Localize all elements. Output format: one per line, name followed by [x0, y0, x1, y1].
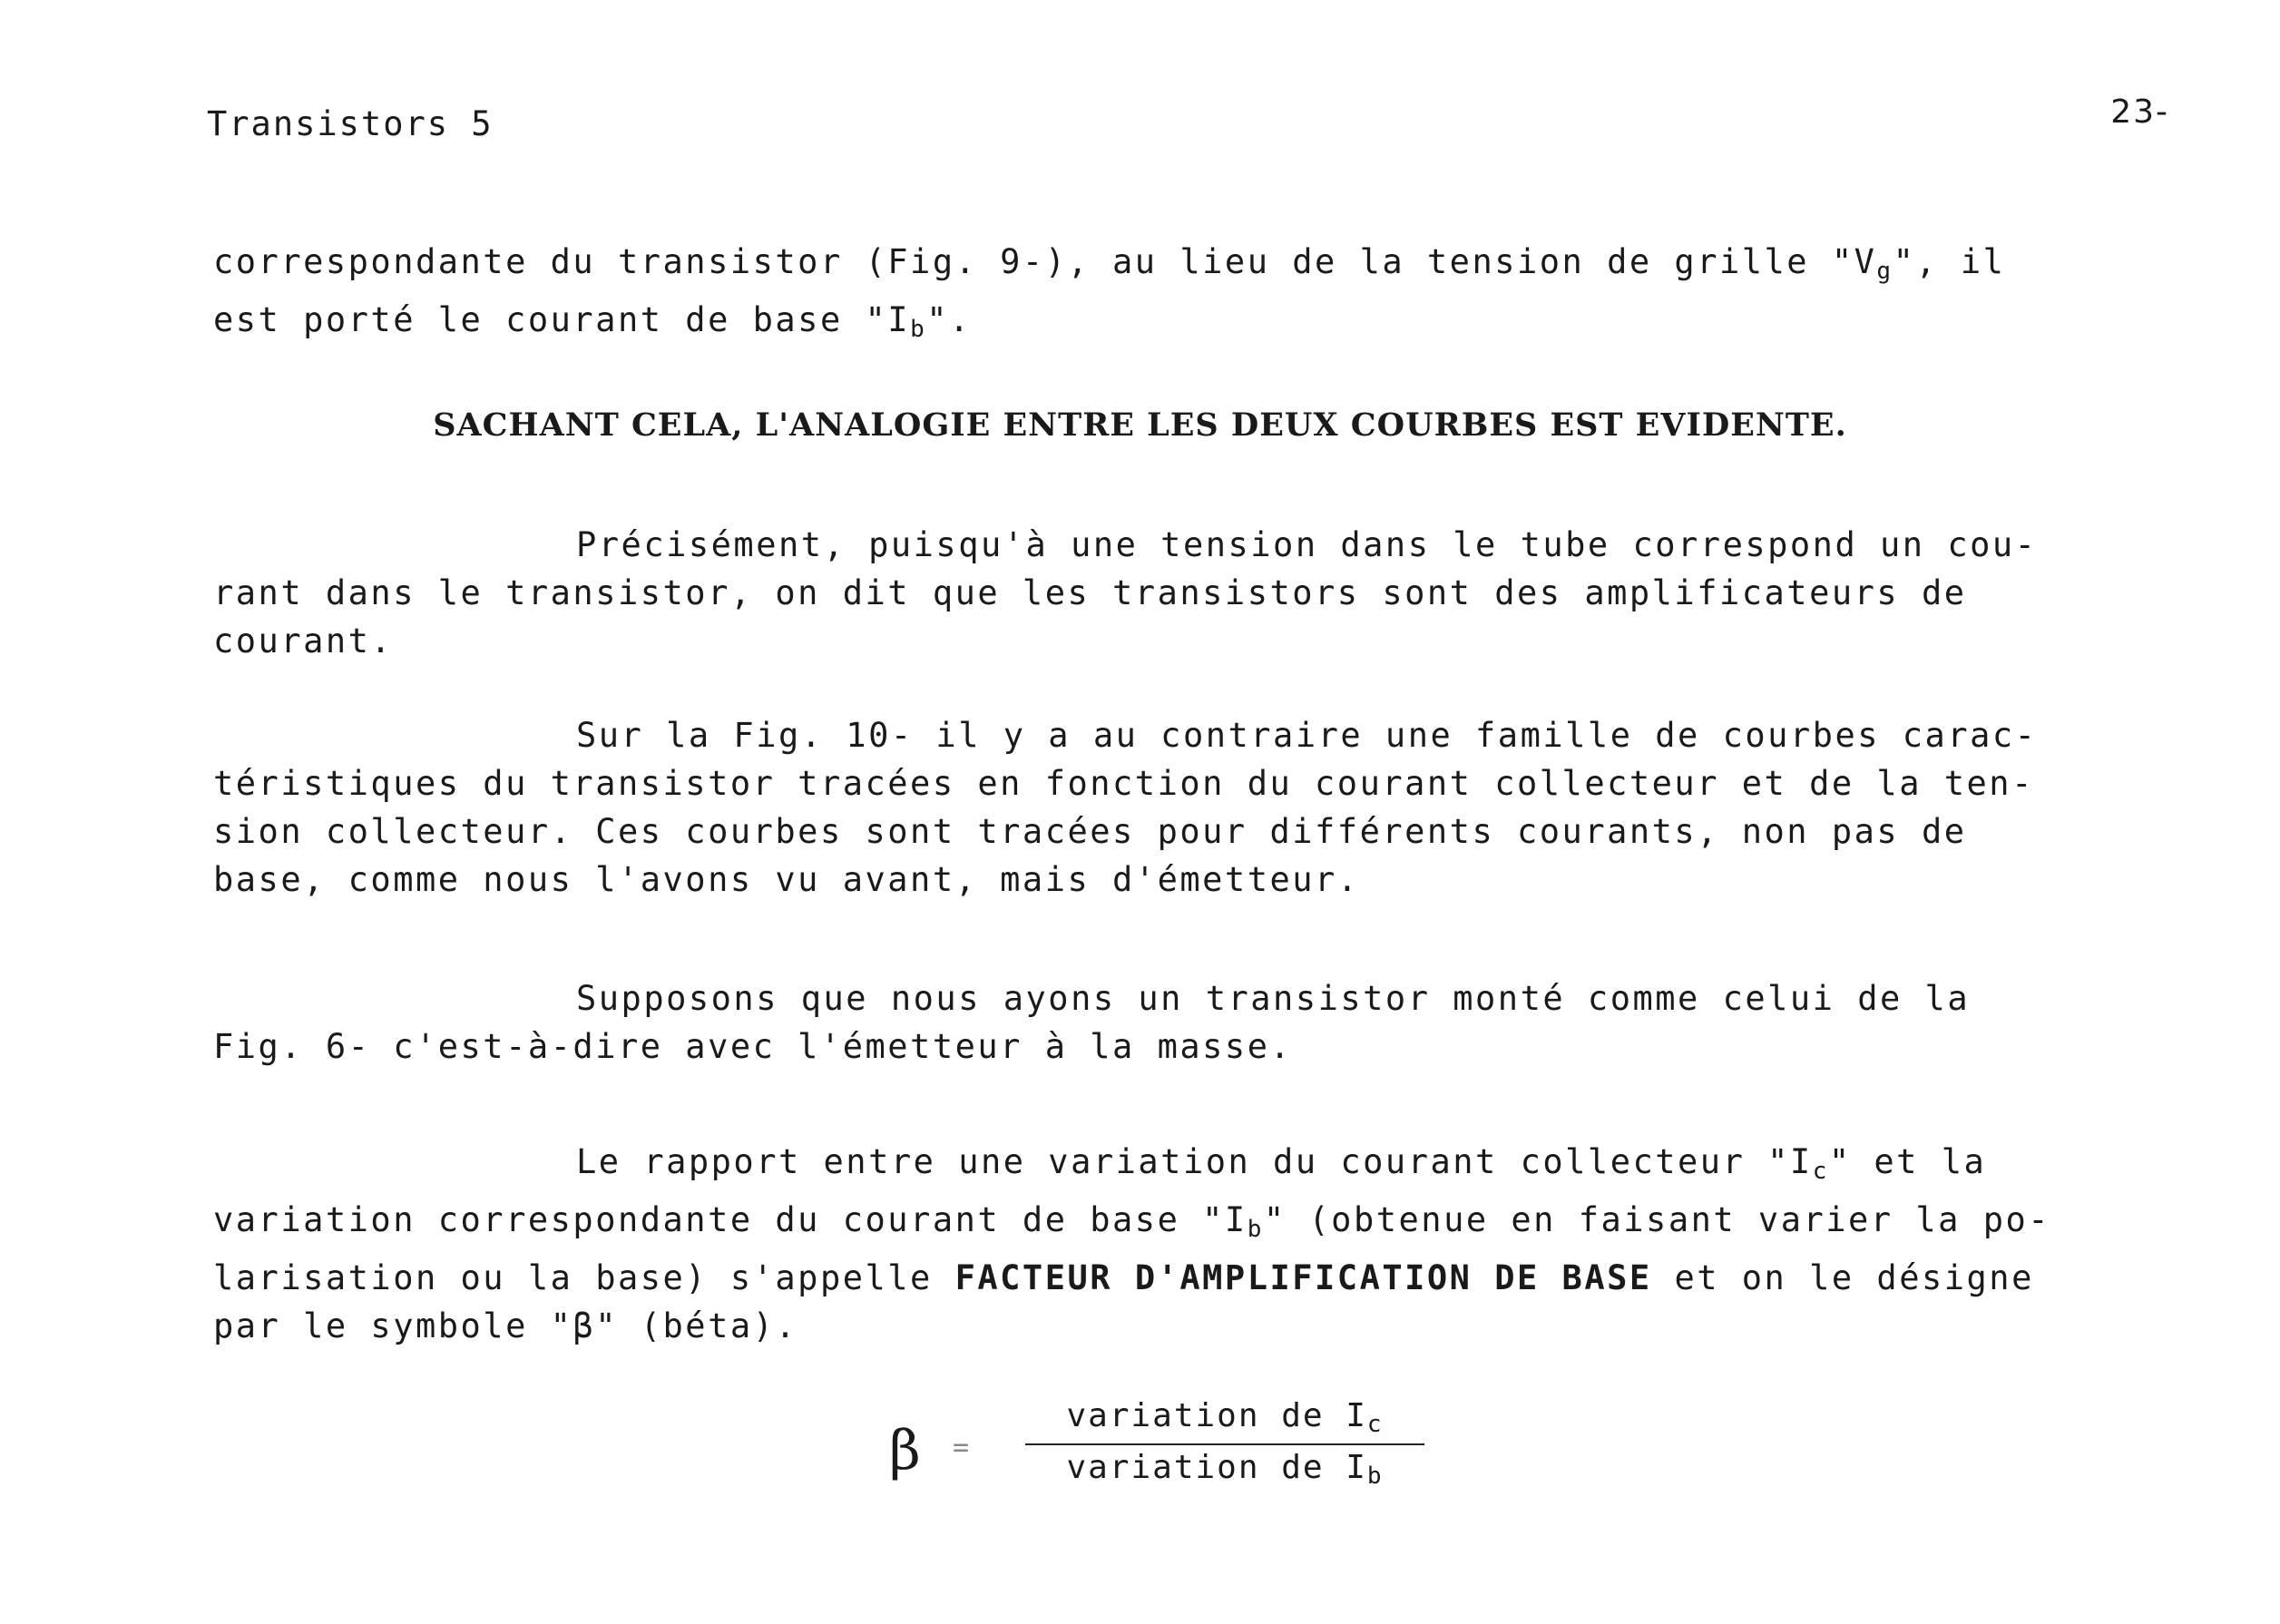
section-heading: SACHANT CELA, L'ANALOGIE ENTRE LES DEUX COURBES EST EVIDENTE.	[433, 406, 1847, 444]
page-number: 23-	[2110, 93, 2169, 131]
paragraph-1	[213, 238, 2155, 354]
beta-formula	[889, 1397, 1452, 1515]
running-header: Transistors 5	[207, 104, 494, 143]
paragraph-line: Précisément, puisqu'à une tension dans le tube correspond un cou-	[576, 525, 2038, 564]
paragraph-line: courant.	[213, 621, 394, 660]
paragraph-line: correspondante du transistor (Fig. 9-), au lieu de la tension de grille "$V_g$", il	[213, 242, 2006, 285]
paragraph-line: variation correspondante du courant de base "$I_b$" (obtenue en faisant varier la po-	[213, 1200, 2051, 1243]
paragraph-2	[213, 521, 2155, 665]
paragraph-line: par le symbole "β" (béta).	[213, 1306, 798, 1345]
fraction-denominator: variation de $I_b$	[1066, 1449, 1384, 1490]
paragraph-line: Supposons que nous ayons un transistor monté comme celui de la	[576, 979, 1971, 1018]
paragraph-line: sion collecteur. Ces courbes sont tracées pour différents courants, non pas de	[213, 812, 1967, 851]
paragraph-5	[213, 1138, 2155, 1350]
paragraph-line: téristiques du transistor tracées en fonction du courant collecteur et de la ten-	[213, 764, 2034, 803]
paragraph-line: est porté le courant de base "$I_b$".	[213, 300, 972, 343]
paragraph-line: rant dans le transistor, on dit que les transistors sont des amplificateurs de	[213, 573, 1967, 612]
paragraph-4	[213, 974, 2155, 1071]
defined-term: FACTEUR D'AMPLIFICATION DE BASE	[954, 1258, 1652, 1297]
paragraph-line: Fig. 6- c'est-à-dire avec l'émetteur à la masse.	[213, 1027, 1293, 1066]
paragraph-3	[213, 711, 2155, 904]
paragraph-line: Sur la Fig. 10- il y a au contraire une famille de courbes carac-	[576, 716, 2038, 755]
fraction	[1025, 1397, 1424, 1490]
paragraph-line: Le rapport entre une variation du courant collecteur "$I_c$" et la	[576, 1142, 1987, 1185]
beta-symbol: β	[889, 1419, 921, 1482]
fraction-numerator: variation de $I_c$	[1066, 1397, 1384, 1438]
paragraph-line: larisation ou la base) s'appelle FACTEUR D'AMPLIFICATION DE BASE et on le désigne	[213, 1258, 2034, 1297]
paragraph-line: base, comme nous l'avons vu avant, mais d'émetteur.	[213, 860, 1360, 899]
equals-sign: =	[953, 1432, 970, 1463]
